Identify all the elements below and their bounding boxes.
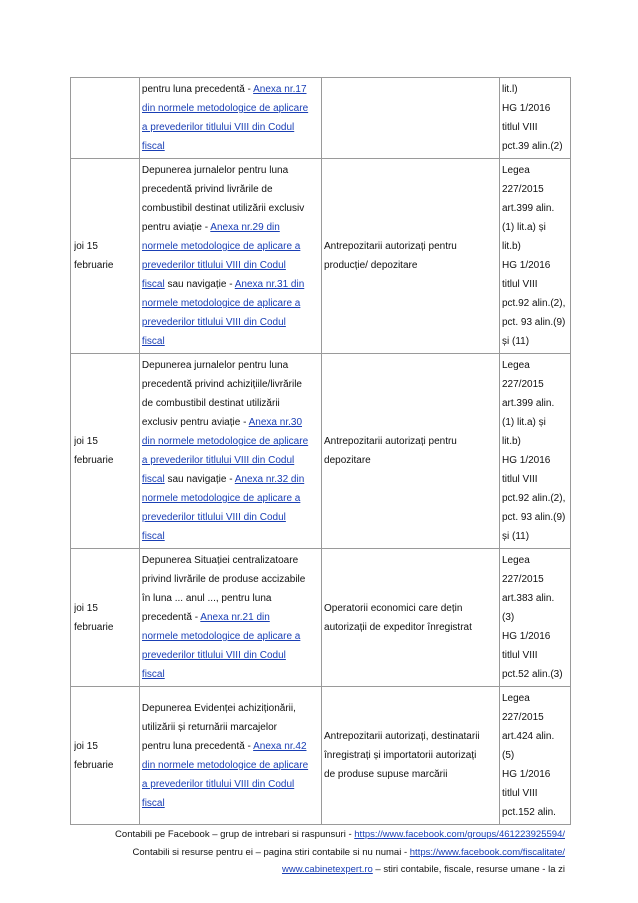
text-line: titlul VIII [501,122,538,133]
text-line: joi 15 [74,602,98,614]
text-line: pct.52 alin.(3) [501,669,563,680]
text-line [142,332,319,351]
text-line: joi 15 [74,436,98,447]
reference-link[interactable]: prevederilor titlului VIII din Codul [141,260,286,271]
taxpayer-cell [322,78,500,159]
text-segment: utilizării și returnării marcajelor [141,721,277,733]
reference-link[interactable]: Anexa nr.31 din [234,279,305,290]
reference-link[interactable]: fiscal [141,531,165,542]
text-line: art.399 alin. [501,398,555,409]
reference-link[interactable]: fiscal [141,797,165,809]
deadline-cell [71,687,140,825]
deadline-cell [71,78,140,159]
text-line: HG 1/2016 [501,103,551,114]
reference-link[interactable]: prevederilor titlului VIII din Codul [141,317,286,328]
reference-link[interactable]: prevederilor titlului VIII din Codul [141,650,286,661]
reference-link[interactable]: www.cabinetexpert.ro [281,864,373,875]
text-line: februarie [74,621,114,633]
taxpayer-cell [322,354,500,549]
text-line [142,551,319,570]
text-line [142,570,319,589]
text-line: 227/2015 [501,184,544,195]
text-line: autorizații de expeditor înregistrat [324,621,472,633]
text-line: pct. 93 alin.(9) [501,512,566,523]
text-line [142,413,319,432]
text-segment: precedentă privind livrările de [141,184,273,195]
text-segment: Contabili si resurse pentru ei – pagina stiri contabile si nu numai - [132,846,410,858]
table-row [71,687,571,825]
legal-basis-cell [499,159,570,354]
deadline-cell [71,354,140,549]
text-line [142,489,319,508]
text-segment: sau navigație - [164,474,235,485]
text-segment: pentru aviație - [141,222,211,233]
reference-link[interactable]: a prevederilor titlului VIII din Codul [141,778,295,790]
text-line [142,275,319,294]
text-line: Legea [501,165,530,176]
text-segment: în luna ... anul ..., pentru luna [141,593,272,604]
obligation-cell [139,549,321,687]
text-line: lit.b) [501,241,521,252]
text-segment: precedentă privind achizițiile/livrările [141,379,302,390]
text-line: (5) [501,750,515,761]
obligations-table [70,77,571,825]
text-segment: combustibil destinat utilizării exclusiv [141,203,305,214]
text-line: și (11) [501,336,530,347]
legal-basis-cell [499,354,570,549]
reference-link[interactable]: normele metodologice de aplicare a [141,298,301,309]
text-line [142,627,319,646]
text-line [142,665,319,684]
obligation-cell [139,687,321,825]
page-footer [80,826,565,879]
reference-link[interactable]: din normele metodologice de aplicare [141,759,309,771]
reference-link[interactable]: fiscal [141,474,165,485]
taxpayer-cell [322,549,500,687]
text-line: pct.92 alin.(2), [501,493,566,504]
text-line: 227/2015 [501,379,544,390]
text-segment: Contabili pe Facebook – grup de intrebari si raspunsuri - [115,829,355,840]
obligation-cell [139,354,321,549]
reference-link[interactable]: https://www.facebook.com/fiscalitate/ [409,846,565,858]
text-line: depozitare [324,455,371,466]
obligations-table-body [71,78,571,825]
text-line [142,589,319,608]
text-segment: Depunerea jurnalelor pentru luna [141,165,289,176]
text-line: Legea [501,360,530,371]
obligation-cell [139,78,321,159]
text-line [142,756,319,775]
text-line: Antrepozitarii autorizați pentru [324,436,457,447]
text-line: de produse supuse marcării [324,769,448,780]
text-line: înregistrați și importatorii autorizați [324,750,477,761]
reference-link[interactable]: fiscal [141,141,165,152]
reference-link[interactable]: fiscal [141,669,165,680]
deadline-cell [71,159,140,354]
reference-link[interactable]: din normele metodologice de aplicare [141,436,309,447]
text-line: Legea [501,555,530,566]
text-line [142,737,319,756]
taxpayer-cell [322,159,500,354]
text-line [142,718,319,737]
table-row [71,354,571,549]
text-line: pct.152 alin. [501,807,556,818]
text-line: (3) [501,612,515,623]
text-line: pct. 93 alin.(9) [501,317,566,328]
text-line: joi 15 [74,740,98,752]
text-line [142,775,319,794]
text-line: februarie [74,260,114,271]
text-line: Operatorii economici care dețin [324,602,463,614]
text-line: HG 1/2016 [501,631,551,642]
text-line: art.383 alin. [501,593,555,604]
text-line: art.399 alin. [501,203,555,214]
reference-link[interactable]: Anexa nr.21 din [200,612,270,623]
text-line: joi 15 [74,241,98,252]
reference-link[interactable]: Anexa nr.29 din [210,222,280,233]
legal-basis-cell [499,78,570,159]
text-line: februarie [74,759,114,771]
text-line [142,80,319,99]
taxpayer-cell [322,687,500,825]
text-line: 227/2015 [501,574,544,585]
text-line [142,794,319,813]
text-line [80,844,565,862]
text-line [142,161,319,180]
text-line [142,313,319,332]
text-line: pct.39 alin.(2) [501,141,563,152]
deadline-cell [71,549,140,687]
text-line [142,699,319,718]
text-line: producție/ depozitare [324,260,418,271]
text-line: februarie [74,455,114,466]
reference-link[interactable]: Anexa nr.32 din [234,474,305,485]
text-line: titlul VIII [501,788,538,799]
table-row [71,78,571,159]
reference-link[interactable]: normele metodologice de aplicare a [141,493,301,504]
text-line [142,118,319,137]
text-line [142,99,319,118]
text-line [142,527,319,546]
text-line: (1) lit.a) și [501,417,546,428]
text-line [142,432,319,451]
text-segment: Depunerea Evidenței achiziționării, [141,702,296,714]
text-line [142,608,319,627]
text-line [142,394,319,413]
text-segment: sau navigație - [164,279,235,290]
obligation-cell [139,159,321,354]
reference-link[interactable]: a prevederilor titlului VIII din Codul [141,455,295,466]
text-line [142,470,319,489]
text-line [142,180,319,199]
reference-link[interactable]: fiscal [141,279,165,290]
text-line [142,646,319,665]
text-segment: Depunerea Situației centralizatoare [141,555,299,566]
legal-basis-cell [499,687,570,825]
text-segment: precedentă - [141,612,201,623]
text-segment: – stiri contabile, fiscale, resurse umane - la zi [372,864,565,875]
text-line: pct.92 alin.(2), [501,298,566,309]
text-line: și (11) [501,531,530,542]
text-line [142,356,319,375]
text-line [80,861,565,879]
reference-link[interactable]: normele metodologice de aplicare a [141,241,301,252]
text-segment: pentru luna precedentă - [141,84,254,95]
text-line [142,508,319,527]
text-line: titlul VIII [501,279,538,290]
text-line: HG 1/2016 [501,455,551,466]
text-segment: exclusiv pentru aviație - [141,417,249,428]
text-line: Antrepozitarii autorizați, destinatarii [324,731,480,742]
text-line: Legea [501,693,530,704]
text-line [142,451,319,470]
text-line: Antrepozitarii autorizați pentru [324,241,457,252]
table-row [71,549,571,687]
text-line: HG 1/2016 [501,260,551,271]
text-line: titlul VIII [501,650,538,661]
text-segment: privind livrările de produse accizabile [141,574,306,585]
reference-link[interactable]: Anexa nr.42 [253,740,307,752]
text-line: 227/2015 [501,712,544,723]
table-row [71,159,571,354]
text-line: (1) lit.a) și [501,222,546,233]
legal-basis-cell [499,549,570,687]
reference-link[interactable]: fiscal [141,336,165,347]
reference-link[interactable]: prevederilor titlului VIII din Codul [141,512,286,523]
text-line: lit.l) [501,84,518,95]
text-segment: pentru luna precedentă - [141,740,254,752]
text-line: lit.b) [501,436,521,447]
reference-link[interactable]: a prevederilor titlului VIII din Codul [141,122,295,133]
text-line [142,256,319,275]
reference-link[interactable]: normele metodologice de aplicare a [141,631,301,642]
reference-link[interactable]: din normele metodologice de aplicare [141,103,309,114]
text-line [80,826,565,844]
text-segment: Depunerea jurnalelor pentru luna [141,360,289,371]
text-line: titlul VIII [501,474,538,485]
text-line: HG 1/2016 [501,769,551,780]
text-line [142,375,319,394]
text-line [142,137,319,156]
text-line: art.424 alin. [501,731,555,742]
reference-link[interactable]: https://www.facebook.com/groups/461223925594/ [354,829,565,840]
text-line [142,218,319,237]
text-line [142,294,319,313]
reference-link[interactable]: Anexa nr.17 [253,84,307,95]
text-segment: de combustibil destinat utilizării [141,398,280,409]
text-line [142,199,319,218]
reference-link[interactable]: Anexa nr.30 [248,417,303,428]
text-line [142,237,319,256]
